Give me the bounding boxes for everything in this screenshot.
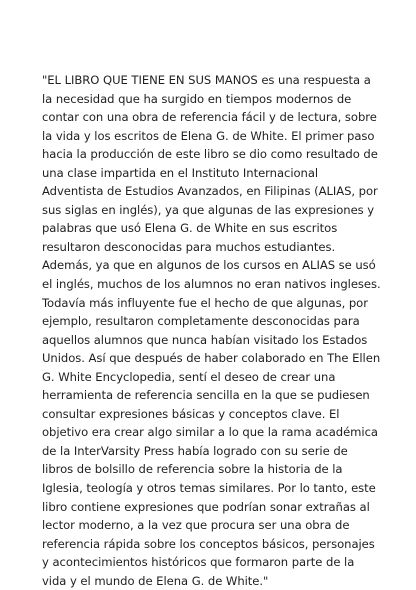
text-line: G. White Encyclopedia, sentí el deseo de crear una: [42, 369, 336, 384]
text-line: Todavía más influyente fue el hecho de que algunas, por: [42, 295, 368, 310]
text-line: el inglés, muchos de los alumnos no eran nativos ingleses.: [42, 277, 381, 292]
text-line: "EL LIBRO QUE TIENE EN SUS MANOS es una respuesta a: [42, 73, 371, 87]
text-line: libro contiene expresiones que podrían sonar extrañas al: [42, 499, 370, 514]
text-line: la vida y los escritos de Elena G. de White. El primer paso: [42, 128, 375, 143]
quote-paragraph: [42, 71, 382, 590]
text-line: herramienta de referencia sencilla en la que se pudiesen: [42, 388, 370, 403]
text-line: ejemplo, resultaron completamente desconocidas para: [42, 314, 360, 329]
text-line: referencia rápida sobre los conceptos básicos, personajes: [42, 536, 375, 551]
text-line: Unidos. Así que después de haber colaborado en The Ellen: [42, 351, 381, 366]
text-line: resultaron desconocidas para muchos estudiantes.: [42, 239, 336, 254]
text-line: consultar expresiones básicas y conceptos clave. El: [42, 406, 340, 421]
text-line: lector moderno, a la vez que procura ser una obra de: [42, 518, 350, 533]
text-line: de la InterVarsity Press había logrado con su serie de: [42, 443, 348, 458]
text-line: y acontecimientos históricos que formaron parte de la: [42, 555, 355, 570]
text-line: palabras que usó Elena G. de White en sus escritos: [42, 221, 338, 236]
text-line: vida y el mundo de Elena G. de White.": [42, 573, 269, 588]
text-line: la necesidad que ha surgido en tiempos modernos de: [42, 91, 352, 106]
text-line: Además, ya que en algunos de los cursos en ALIAS se usó: [42, 258, 376, 273]
text-line: sus siglas en inglés), ya que algunas de las expresiones y: [42, 202, 375, 217]
text-line: objetivo era crear algo similar a lo que la rama académica: [42, 425, 378, 440]
text-line: Adventista de Estudios Avanzados, en Filipinas (ALIAS, por: [42, 184, 378, 199]
text-line: libros de bolsillo de referencia sobre la historia de la: [42, 462, 343, 477]
text-line: aquellos alumnos que nunca habían visitado los Estados: [42, 332, 368, 347]
text-line: contar con una obra de referencia fácil y de lectura, sobre: [42, 110, 377, 125]
text-line: hacia la producción de este libro se dio como resultado de: [42, 147, 378, 162]
text-line: una clase impartida en el Instituto Internacional: [42, 165, 319, 180]
text-line: Iglesia, teología y otros temas similares. Por lo tanto, este: [42, 481, 376, 496]
